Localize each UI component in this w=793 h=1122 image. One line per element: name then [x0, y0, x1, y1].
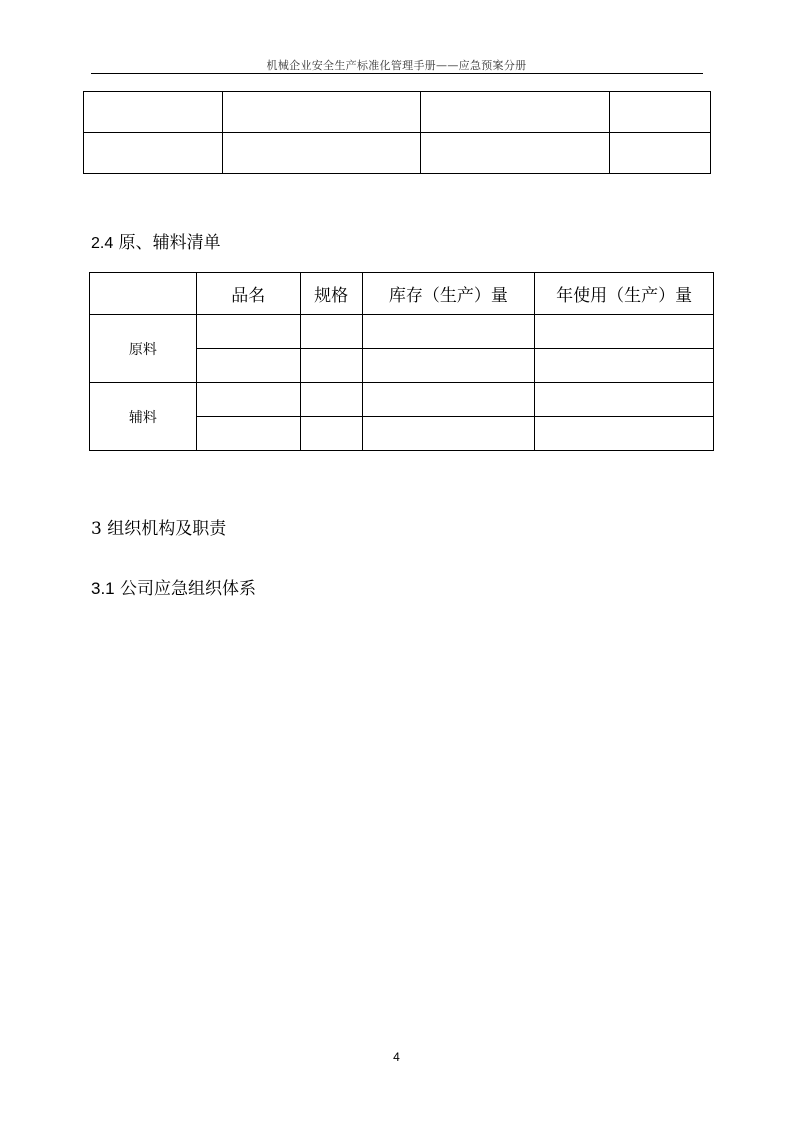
table-cell — [196, 417, 300, 451]
section-title: 公司应急组织体系 — [120, 579, 257, 599]
table-row — [90, 383, 714, 417]
table-row — [84, 133, 711, 174]
table-cell — [535, 383, 714, 417]
table-cell — [535, 417, 714, 451]
table-cell — [222, 133, 421, 174]
column-header-name: 品名 — [196, 273, 300, 315]
table-cell — [300, 417, 362, 451]
table-cell — [222, 92, 421, 133]
section-title: 组织机构及职责 — [107, 519, 227, 539]
column-header-stock: 库存（生产）量 — [362, 273, 535, 315]
section-number: 3.1 — [91, 579, 115, 598]
table-cell — [421, 133, 610, 174]
table-cell — [300, 383, 362, 417]
table-row — [90, 315, 714, 349]
column-header — [90, 273, 197, 315]
table-row — [84, 92, 711, 133]
table-cell — [362, 349, 535, 383]
table-cell — [610, 92, 711, 133]
table-cell — [84, 92, 223, 133]
table-cell — [196, 383, 300, 417]
table-cell — [362, 315, 535, 349]
table-cell — [421, 92, 610, 133]
column-header-spec: 规格 — [300, 273, 362, 315]
table-cell — [535, 349, 714, 383]
header-divider — [91, 73, 703, 74]
section-heading-3 — [91, 514, 226, 539]
section-heading-3-1 — [91, 574, 256, 599]
section-number: 3 — [91, 519, 102, 539]
column-header-annual-use: 年使用（生产）量 — [535, 273, 714, 315]
section-title: 原、辅料清单 — [118, 233, 221, 253]
table-cell — [196, 315, 300, 349]
table-cell — [362, 383, 535, 417]
table-header-row — [90, 273, 714, 315]
continued-table — [83, 91, 711, 174]
table-cell — [300, 315, 362, 349]
section-number: 2.4 — [91, 235, 114, 252]
materials-table — [89, 272, 714, 451]
group-label-raw-material: 原料 — [90, 315, 197, 383]
table-cell — [535, 315, 714, 349]
section-heading-2-4 — [91, 228, 221, 253]
table-cell — [362, 417, 535, 451]
table-cell — [610, 133, 711, 174]
table-cell — [300, 349, 362, 383]
page-number: 4 — [393, 1050, 400, 1064]
group-label-auxiliary-material: 辅料 — [90, 383, 197, 451]
table-cell — [84, 133, 223, 174]
table-cell — [196, 349, 300, 383]
running-header-title: 机械企业安全生产标准化管理手册——应急预案分册 — [266, 59, 527, 72]
